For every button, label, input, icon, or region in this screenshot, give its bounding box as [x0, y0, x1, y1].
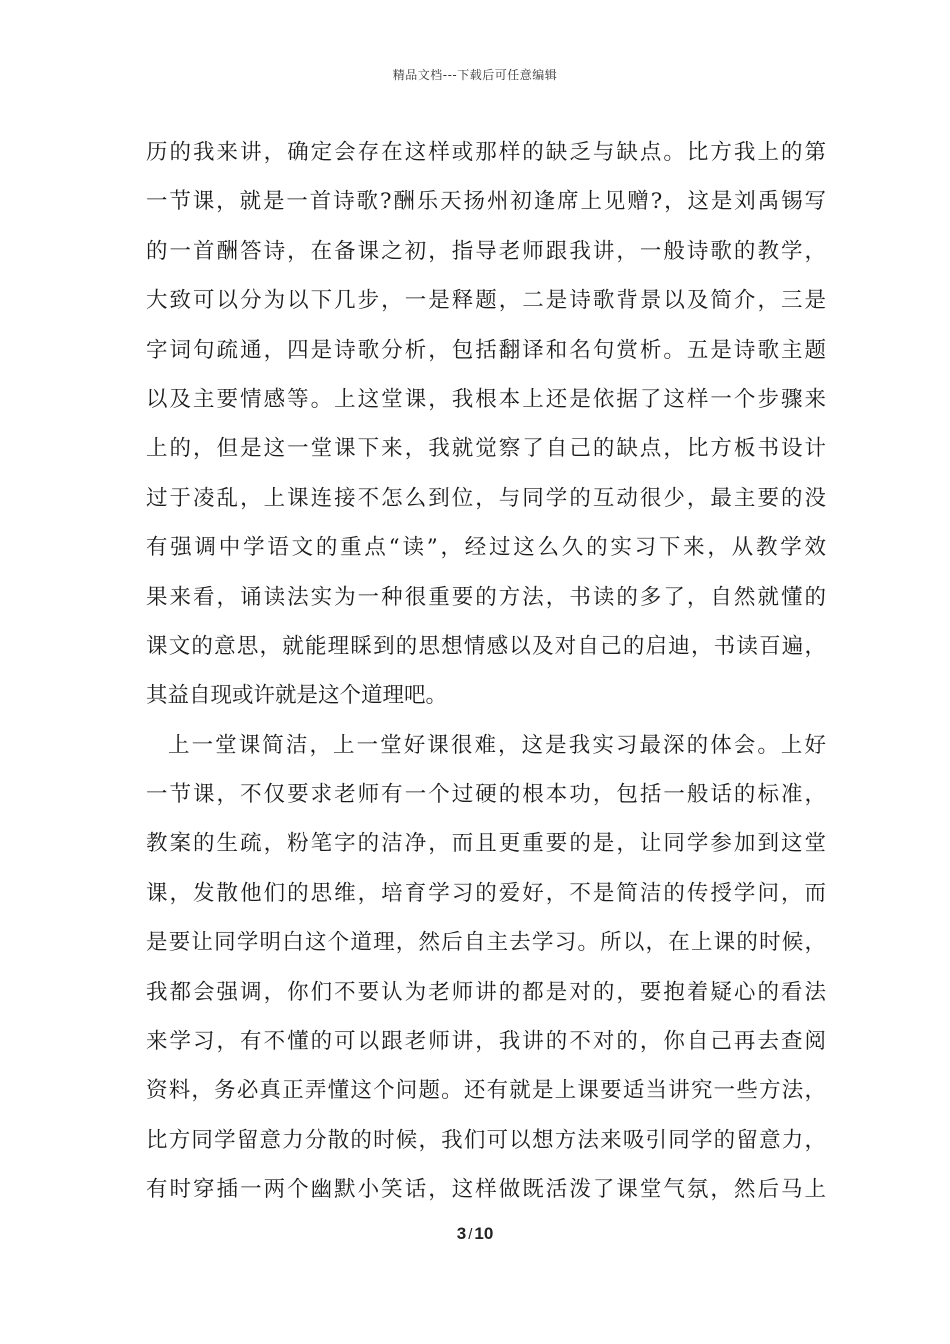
- text-line: 上一堂课简洁，上一堂好课很难，这是我实习最深的体会。上好: [168, 732, 826, 758]
- text-line: 来学习，有不懂的可以跟老师讲，我讲的不对的，你自己再去查阅: [146, 1029, 826, 1055]
- page-number: [0, 1224, 950, 1244]
- text-line: 教案的生疏，粉笔字的洁净，而且更重要的是，让同学参加到这堂: [146, 831, 826, 857]
- text-line: 过于凌乱，上课连接不怎么到位，与同学的互动很少，最主要的没: [146, 485, 826, 511]
- text-line: 是要让同学明白这个道理，然后自主去学习。所以，在上课的时候，: [146, 930, 826, 956]
- text-line: 历的我来讲，确定会存在这样或那样的缺乏与缺点。比方我上的第: [146, 140, 826, 165]
- document-body: [146, 128, 826, 1215]
- text-line: 我都会强调，你们不要认为老师讲的都是对的，要抱着疑心的看法: [146, 979, 826, 1005]
- text-line: 一节课，就是一首诗歌?酬乐天扬州初逢席上见赠?，这是刘禹锡写: [146, 189, 826, 215]
- text-line: 字词句疏通，四是诗歌分析，包括翻译和名句赏析。五是诗歌主题: [146, 337, 826, 363]
- text-line: 上的，但是这一堂课下来，我就觉察了自己的缺点，比方板书设计: [146, 436, 826, 462]
- text-line: 其益自现或许就是这个道理吧。: [146, 683, 448, 709]
- current-page: 3: [456, 1224, 467, 1243]
- text-line: 比方同学留意力分散的时候，我们可以想方法来吸引同学的留意力，: [146, 1127, 826, 1153]
- text-line: 大致可以分为以下几步，一是释题，二是诗歌背景以及简介，三是: [146, 288, 826, 314]
- text-line: 资料，务必真正弄懂这个问题。还有就是上课要适当讲究一些方法，: [146, 1078, 826, 1104]
- text-line: 有时穿插一两个幽默小笑话，这样做既活泼了课堂气氛，然后马上: [146, 1177, 826, 1203]
- text-line: 课，发散他们的思维，培育学习的爱好，不是简洁的传授学问，而: [146, 880, 826, 906]
- text-line: 一节课，不仅要求老师有一个过硬的根本功，包括一般话的标准，: [146, 782, 826, 808]
- paragraph-2: [146, 721, 826, 1215]
- text-line: 果来看，诵读法实为一种很重要的方法，书读的多了，自然就懂的: [146, 584, 826, 610]
- text-line: 有强调中学语文的重点“读”，经过这么久的实习下来，从教学效: [146, 535, 826, 561]
- paragraph-1: [146, 128, 826, 721]
- total-pages: 10: [474, 1224, 494, 1243]
- text-line: 课文的意思，就能理睬到的思想情感以及对自己的启迪，书读百遍，: [146, 633, 826, 659]
- page-header: 精品文档---下载后可任意编辑: [392, 68, 558, 82]
- text-line: 的一首酬答诗，在备课之初，指导老师跟我讲，一般诗歌的教学，: [146, 238, 826, 264]
- page-separator: /: [468, 1226, 473, 1243]
- text-line: 以及主要情感等。上这堂课，我根本上还是依据了这样一个步骤来: [146, 386, 826, 412]
